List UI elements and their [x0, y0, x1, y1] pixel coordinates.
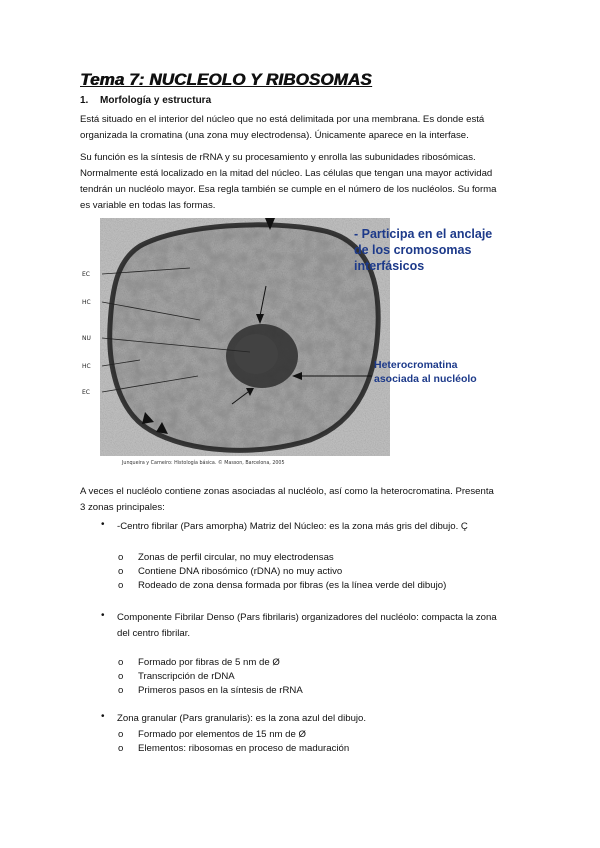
sub-bullet-marker: o — [118, 552, 124, 563]
zone-title: Zona granular (Pars granularis): es la zona azul del dibujo. — [117, 713, 367, 724]
page-title: Tema 7: NUCLEOLO Y RIBOSOMAS — [80, 70, 372, 89]
zone-title: -Centro fibrilar (Pars amorpha) Matriz del Núcleo: es la zona más gris del dibujo. Ç — [117, 521, 468, 532]
annotation-anchoring-line2: de los cromosomas — [354, 243, 472, 257]
zone-detail: Zonas de perfil circular, no muy electrodensas — [138, 552, 334, 563]
zone-detail: Contiene DNA ribosómico (rDNA) no muy activo — [138, 566, 343, 577]
paragraph-function — [80, 150, 520, 214]
zone-detail: Formado por elementos de 15 nm de Ø — [138, 729, 306, 740]
zone-detail: Primeros pasos en la síntesis de rRNA — [138, 685, 303, 696]
sub-bullet-marker: o — [118, 566, 124, 577]
sub-bullet-marker: o — [118, 729, 124, 740]
label-ec-top: EC — [82, 271, 90, 278]
label-nu: NU — [82, 335, 91, 342]
annotation-heterochromatin-line2: asociada al nucléolo — [374, 373, 477, 385]
bullet-marker: • — [101, 711, 105, 722]
paragraph-line: organizada la cromatina (una zona muy electrodensa). Únicamente aparece en la interfase. — [80, 130, 469, 141]
paragraph-line: Normalmente está localizado en la mitad del núcleo. Las células que tengan una mayor actividad — [80, 168, 493, 179]
figure-caption: Junqueira y Carneiro: Histología básica. © Masson, Barcelona, 2005 — [122, 461, 285, 466]
sub-bullet-marker: o — [118, 671, 124, 682]
paragraph-line: A veces el nucléolo contiene zonas asociadas al nucléolo, así como la heterocromatina. Presenta — [80, 486, 494, 497]
sub-bullet-marker: o — [118, 743, 124, 754]
zone-detail: Formado por fibras de 5 nm de Ø — [138, 657, 280, 668]
paragraph-zones-intro — [80, 484, 520, 516]
paragraph-line: Está situado en el interior del núcleo que no está delimitada por una membrana. Es donde está — [80, 114, 485, 125]
nucleus-micrograph-figure — [80, 216, 520, 468]
annotation-heterochromatin-line1: Heterocromatina — [374, 359, 458, 371]
label-hc-bottom: HC — [82, 363, 91, 370]
paragraph-line: tendrán un nucléolo mayor. Esa regla también se cumple en el número de los nucléolos. Su forma — [80, 184, 497, 195]
micrograph-image — [100, 218, 390, 456]
zone-title: Componente Fibrilar Denso (Pars fibrilaris) organizadores del nucléolo: compacta la zona — [117, 612, 497, 623]
section-heading — [80, 95, 211, 106]
annotation-anchoring-line3: interfásicos — [354, 259, 425, 273]
section-number: 1. — [80, 95, 89, 106]
sub-bullet-marker: o — [118, 685, 124, 696]
zone-detail: Elementos: ribosomas en proceso de maduración — [138, 743, 350, 754]
label-ec-bottom: EC — [82, 389, 90, 396]
section-heading-text: Morfología y estructura — [100, 95, 212, 106]
bullet-marker: • — [101, 519, 105, 530]
label-hc-top: HC — [82, 299, 91, 306]
sub-bullet-marker: o — [118, 580, 124, 591]
zone-detail: Rodeado de zona densa formada por fibras (es la línea verde del dibujo) — [138, 580, 447, 591]
paragraph-line: es variable en todas las formas. — [80, 200, 216, 211]
paragraph-line: Su función es la síntesis de rRNA y su procesamiento y enrolla las subunidades ribosómicas. — [80, 152, 476, 163]
paragraph-line: 3 zonas principales: — [80, 502, 165, 513]
annotation-anchoring-line1: - Participa en el anclaje — [354, 227, 493, 241]
zone-detail: Transcripción de rDNA — [138, 671, 235, 682]
paragraph-location — [80, 112, 520, 144]
zone-title-continued: del centro fibrilar. — [117, 628, 191, 639]
bullet-marker: • — [101, 610, 105, 621]
sub-bullet-marker: o — [118, 657, 124, 668]
